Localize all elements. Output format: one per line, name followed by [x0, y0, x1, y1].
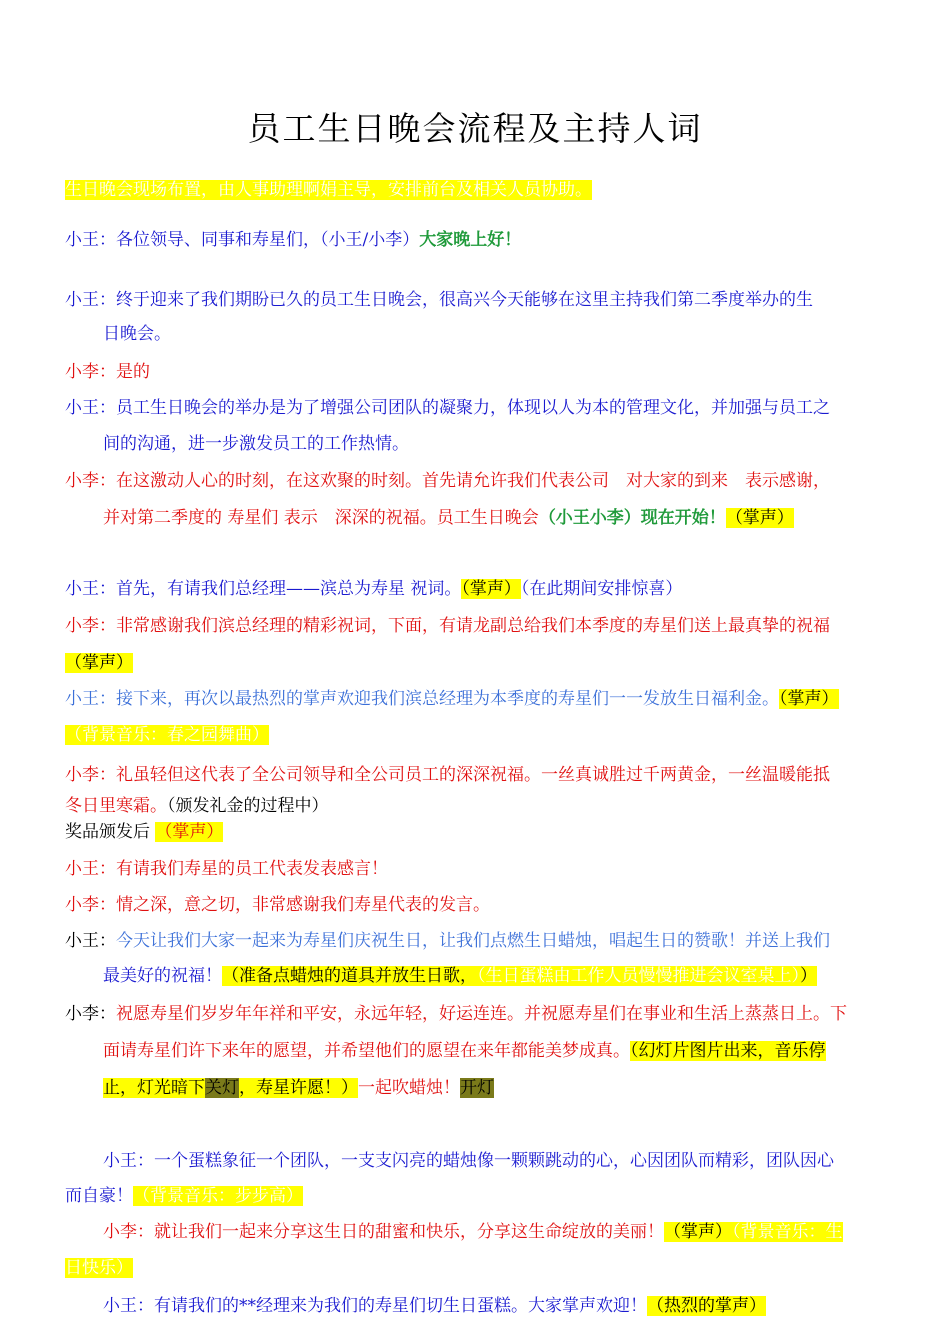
wang-4-text: 小王：接下来，再次以最热烈的掌声欢迎我们滨总经理为本季度的寿星们一一发放生日福利金。 — [65, 689, 779, 709]
line-wang-2: 小王：员工生日晚会的举办是为了增强公司团队的凝聚力，体现以人为本的管理文化，并加强与员工之 — [65, 398, 830, 418]
li-6-speaker: 小李： — [65, 1004, 116, 1024]
li-2-text: 并对第二季度的 寿星们 表示 深深的祝福。员工生日晚会 — [103, 508, 539, 528]
wang-6-note-end: ） — [800, 966, 817, 986]
wang-8-text: 小王：有请我们的**经理来为我们的寿星们切生日蛋糕。大家掌声欢迎！ — [103, 1296, 647, 1316]
line-greeting — [65, 228, 521, 252]
line-li-6 — [65, 1002, 847, 1026]
line-wang-2-cont: 间的沟通，进一步激发员工的工作热情。 — [103, 434, 409, 454]
wang-3-text: 小王：首先，有请我们总经理——滨总为寿星 祝词。 — [65, 579, 462, 599]
line-li-1: 小李：是的 — [65, 362, 150, 382]
wang-6-note: （准备点蜡烛的道具并放生日歌， — [222, 966, 477, 986]
greeting-text: 小王：各位领导、同事和寿星们，（小王/小李） — [65, 230, 420, 250]
line-li-4-cont — [65, 794, 329, 818]
line-wang-6 — [65, 929, 830, 953]
music-1: （背景音乐：春之园舞曲） — [65, 725, 269, 745]
wang-7-cont-text: 而自豪！ — [65, 1186, 133, 1206]
li-6-note-2: 止，灯光暗下 — [103, 1078, 205, 1098]
line-li-3-cont — [65, 651, 133, 675]
line-li-6-cont2 — [103, 1076, 494, 1100]
applause-6: （掌声） — [664, 1222, 732, 1242]
line-li-4: 小李：礼虽轻但这代表了全公司领导和全公司员工的深深祝福。一丝真诚胜过千两黄金，一丝温暖能抵 — [65, 765, 830, 785]
line-li-2-cont — [103, 506, 794, 530]
li-4-text: 冬日里寒霜。 — [65, 796, 167, 816]
applause-2: （掌声） — [461, 579, 521, 599]
award-text: 奖品颁发后 — [65, 822, 150, 842]
line-wang-7-cont — [65, 1184, 303, 1208]
line-li-5: 小李：情之深，意之切，非常感谢我们寿星代表的发言。 — [65, 895, 490, 915]
line-li-7 — [103, 1220, 843, 1244]
line-wang-1-cont: 日晚会。 — [103, 324, 171, 344]
music-3: （背景音乐：生 — [732, 1222, 843, 1242]
applause-5: （掌声） — [155, 822, 224, 842]
lights-off: 关灯 — [205, 1078, 239, 1098]
li-6-note: （幻灯片图片出来，音乐停 — [630, 1041, 826, 1061]
wang-3-note: （在此期间安排惊喜） — [520, 579, 683, 599]
wang-6-cont-text: 最美好的祝福！ — [103, 966, 222, 986]
applause-7: （热烈的掌声） — [647, 1296, 766, 1316]
applause-1: （掌声） — [725, 508, 794, 528]
wang-6-speaker: 小王： — [65, 931, 116, 951]
line-music-1 — [65, 723, 269, 747]
line-wang-1: 小王：终于迎来了我们期盼已久的员工生日晚会，很高兴今天能够在这里主持我们第二季度举办的生 — [65, 290, 813, 310]
line-award — [65, 820, 223, 844]
line-li-7-cont — [65, 1256, 133, 1280]
line-wang-5: 小王：有请我们寿星的员工代表发表感言！ — [65, 859, 388, 879]
greeting-bold: 大家晚上好！ — [419, 230, 522, 250]
li-6-text: 祝愿寿星们岁岁年年祥和平安，永远年轻，好运连连。并祝愿寿星们在事业和生活上蒸蒸日上。下 — [116, 1004, 847, 1024]
li-4-note: （颁发礼金的过程中） — [167, 796, 329, 816]
line-li-3: 小李：非常感谢我们滨总经理的精彩祝词，下面，有请龙副总给我们本季度的寿星们送上最真挚的祝福 — [65, 616, 830, 636]
line-wang-6-cont — [103, 964, 817, 988]
li-7-text: 小李：就让我们一起来分享这生日的甜蜜和快乐，分享这生命绽放的美丽！ — [103, 1222, 664, 1242]
li-2-bold: （小王小李）现在开始！ — [538, 508, 726, 528]
li-6-cont-text: 面请寿星们许下来年的愿望，并希望他们的愿望在来年都能美梦成真。 — [103, 1041, 630, 1061]
li-6-note-3: ，寿星许愿！） — [239, 1078, 358, 1098]
line-wang-3 — [65, 577, 682, 601]
line-li-6-cont — [103, 1039, 826, 1063]
line-wang-8 — [103, 1294, 766, 1318]
blow-candles: 一起吹蜡烛！ — [358, 1078, 460, 1098]
setup-text: 生日晚会现场布置，由人事助理啊娟主导，安排前台及相关人员协助。 — [65, 180, 592, 200]
music-2: （背景音乐：步步高） — [133, 1186, 303, 1206]
wang-6-text: 今天让我们大家一起来为寿星们庆祝生日，让我们点燃生日蜡烛，唱起生日的赞歌！并送上我们 — [116, 931, 830, 951]
applause-4: （掌声） — [779, 689, 839, 709]
line-wang-4 — [65, 687, 839, 711]
wang-6-cake-note: （生日蛋糕由工作人员慢慢推进会议室桌上） — [477, 966, 800, 986]
lights-on: 开灯 — [460, 1078, 494, 1098]
applause-3: （掌声） — [65, 653, 133, 673]
line-li-2: 小李：在这激动人心的时刻，在这欢聚的时刻。首先请允许我们代表公司 对大家的到来 表示感谢， — [65, 471, 830, 491]
line-wang-7: 小王：一个蛋糕象征一个团队，一支支闪亮的蜡烛像一颗颗跳动的心，心因团队而精彩，团队因心 — [103, 1151, 834, 1171]
page-title: 员工生日晚会流程及主持人词 — [247, 109, 703, 148]
music-3-cont: 日快乐） — [65, 1258, 133, 1278]
line-setup — [65, 178, 592, 202]
